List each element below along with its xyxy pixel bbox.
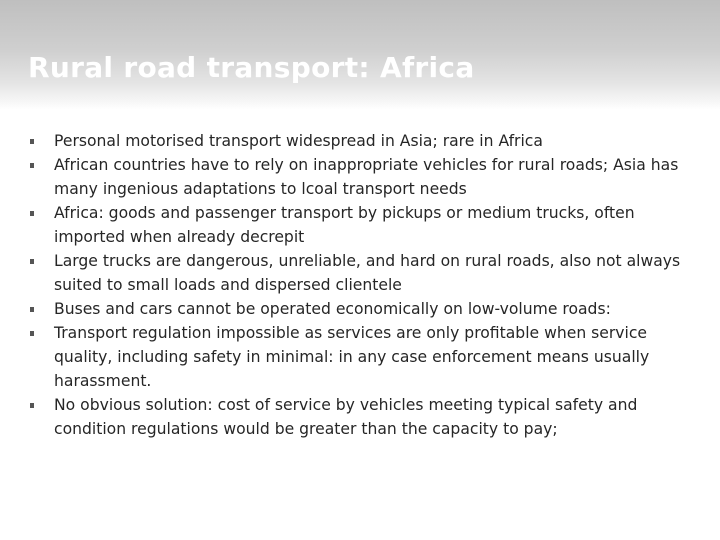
bullet-item (28, 393, 688, 441)
square-bullet-icon (30, 211, 34, 216)
bullet-item (28, 201, 688, 249)
bullet-item (28, 321, 688, 393)
slide-title: Rural road transport: Africa (28, 51, 475, 84)
bullet-text: Transport regulation impossible as services are only profitable when service quality, including safety in minimal: in any case enforcement means usually harassment. (54, 324, 650, 390)
bullet-text: No obvious solution: cost of service by vehicles meeting typical safety and condition regulations would be greater than the capacity to pay; (54, 396, 638, 438)
bullet-text: Personal motorised transport widespread in Asia; rare in Africa (54, 132, 543, 150)
square-bullet-icon (30, 139, 34, 144)
bullet-text: Large trucks are dangerous, unreliable, and hard on rural roads, also not always suited to small loads and dispersed clientele (54, 252, 681, 294)
bullet-text: African countries have to rely on inappropriate vehicles for rural roads; Asia has many ingenious adaptations to lcoal transport needs (54, 156, 679, 198)
square-bullet-icon (30, 331, 34, 336)
bullet-item (28, 249, 688, 297)
square-bullet-icon (30, 163, 34, 168)
bullet-text: Buses and cars cannot be operated economically on low-volume roads: (54, 300, 611, 318)
square-bullet-icon (30, 307, 34, 312)
bullet-item (28, 129, 688, 153)
square-bullet-icon (30, 259, 34, 264)
bullet-text: Africa: goods and passenger transport by pickups or medium trucks, often imported when already decrepit (54, 204, 635, 246)
bullet-list (28, 129, 688, 441)
square-bullet-icon (30, 403, 34, 408)
bullet-item (28, 297, 688, 321)
bullet-item (28, 153, 688, 201)
